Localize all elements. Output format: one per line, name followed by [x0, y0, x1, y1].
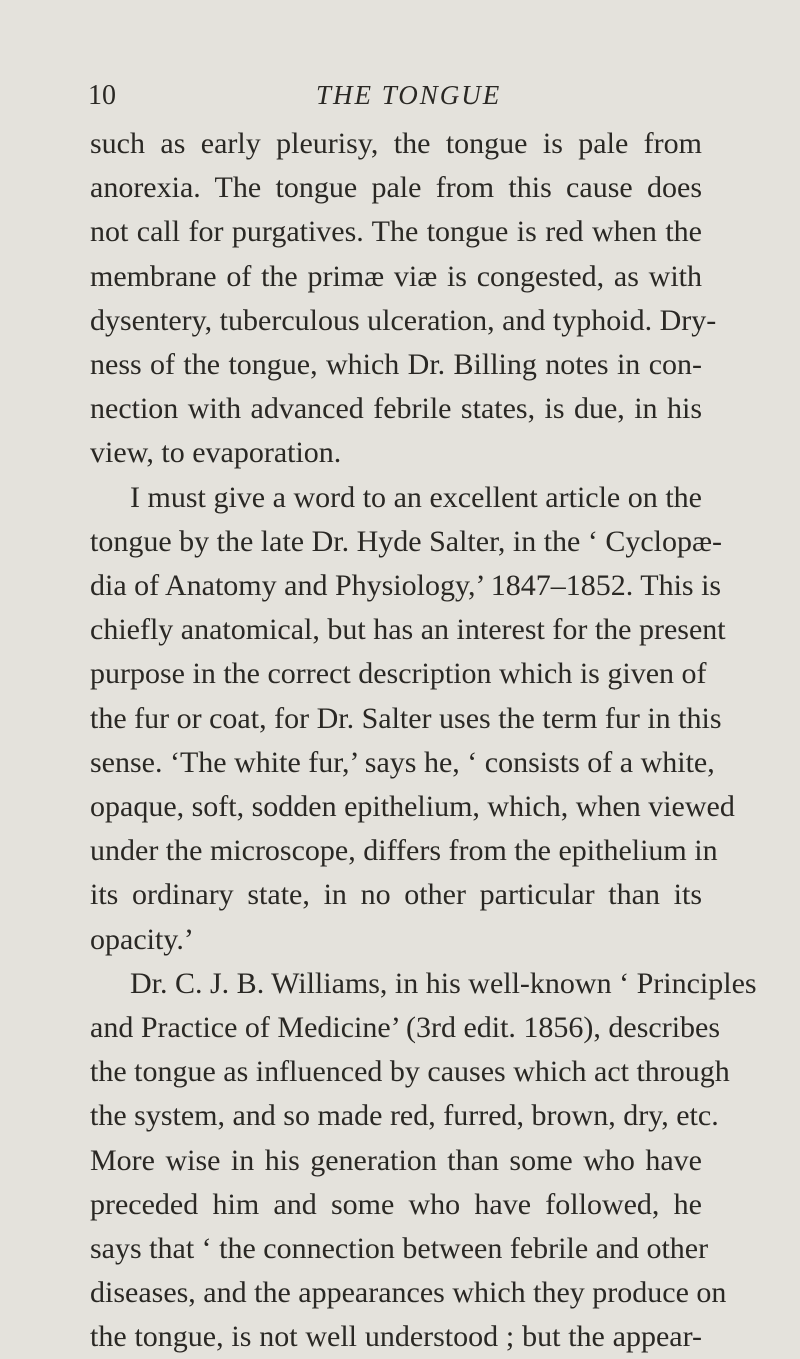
text-line: tongue by the late Dr. Hyde Salter, in the ‘ Cyclopæ-: [90, 524, 722, 558]
text-line: anorexia. The tongue pale from this cause does: [90, 171, 702, 205]
text-line: the system, and so made red, furred, brown, dry, etc.: [90, 1099, 719, 1133]
text-line: dia of Anatomy and Physiology,’ 1847–1852. This is: [90, 569, 722, 602]
text-line: opaque, soft, sodden epithelium, which, when viewed: [90, 790, 735, 823]
text-line: nection with advanced febrile states, is due, in his: [90, 392, 702, 426]
page-number: 10: [88, 80, 116, 111]
text-line: such as early pleurisy, the tongue is pale from: [90, 127, 702, 160]
text-line: Dr. C. J. B. Williams, in his well-known ‘ Principles: [130, 966, 757, 1000]
text-line: I must give a word to an excellent article on the: [130, 480, 702, 514]
text-line: ness of the tongue, which Dr. Billing notes in con-: [90, 348, 702, 381]
text-line: its ordinary state, in no other particular than its: [90, 878, 702, 912]
text-line: sense. ‘The white fur,’ says he, ‘ consists of a white,: [90, 745, 715, 779]
running-head: THE TONGUE: [316, 80, 502, 110]
text-line: says that ‘ the connection between febrile and other: [90, 1232, 709, 1265]
text-line: under the microscope, differs from the epithelium in: [90, 834, 718, 868]
text-line: the fur or coat, for Dr. Salter uses the term fur in this: [90, 701, 722, 735]
text-line: membrane of the primæ viæ is congested, as with: [90, 259, 702, 293]
text-line: purpose in the correct description which is given of: [90, 657, 707, 691]
text-line: dysentery, tuberculous ulceration, and typhoid. Dry-: [90, 303, 717, 337]
text-line: diseases, and the appearances which they produce on: [90, 1276, 727, 1310]
text-line: and Practice of Medicine’ (3rd edit. 1856), describes: [90, 1011, 721, 1044]
text-line: the tongue as influenced by causes which act through: [90, 1055, 730, 1089]
text-line: the tongue, is not well understood ; but the appear-: [90, 1320, 702, 1354]
text-line: view, to evaporation.: [90, 436, 342, 470]
text-line: not call for purgatives. The tongue is red when the: [90, 215, 702, 249]
text-line: More wise in his generation than some who have: [90, 1143, 702, 1177]
text-line: preceded him and some who have followed, he: [90, 1187, 702, 1221]
text-line: chiefly anatomical, but has an interest for the present: [90, 613, 726, 647]
text-line: opacity.’: [90, 922, 194, 956]
